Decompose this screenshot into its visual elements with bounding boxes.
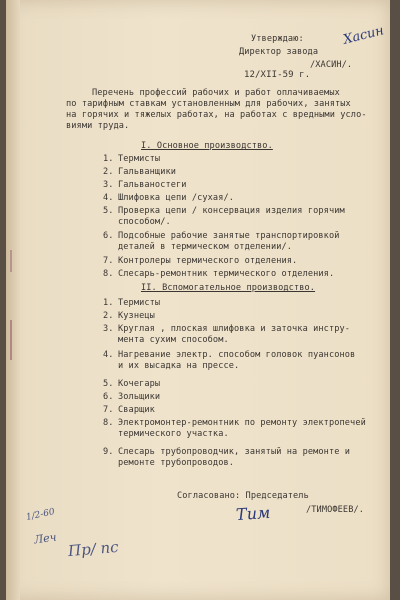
list-item-number: 6. — [103, 392, 114, 402]
list-item-text: Круглая , плоская шлифовка и заточка инстру- — [118, 324, 351, 334]
list-item-text: Проверка цепи / консервация изделия горячим — [118, 206, 345, 216]
document-page — [6, 0, 390, 600]
intro-line: Перечень профессий рабочих и работ оплачиваемых — [92, 88, 340, 98]
list-item-text: способом/. — [118, 217, 171, 227]
list-item-number: 5. — [103, 379, 114, 389]
list-item-text: Термисты — [118, 154, 161, 164]
section1-heading: I. Основное производство. — [141, 141, 273, 151]
approval-date: 12/XII-59 г. — [244, 70, 311, 80]
list-item-text: ремонте трубопроводов. — [118, 458, 235, 468]
approval-label: Утверждаю: — [251, 34, 304, 44]
list-item-number: 6. — [103, 231, 114, 241]
list-item-number: 9. — [103, 447, 114, 457]
margin-note: Леч — [33, 530, 58, 547]
margin-mark — [10, 250, 22, 272]
list-item-number: 2. — [103, 167, 114, 177]
list-item-text: Термисты — [118, 298, 161, 308]
list-item-number: 7. — [103, 405, 114, 415]
list-item-text: термического участка. — [118, 429, 229, 439]
list-item-number: 8. — [103, 418, 114, 428]
list-item-text: Кузнецы — [118, 311, 155, 321]
list-item-number: 1. — [103, 298, 114, 308]
list-item-number: 2. — [103, 311, 114, 321]
margin-mark — [10, 320, 24, 360]
approval-name: /ХАСИН/. — [310, 60, 353, 70]
intro-line: виями труда. — [66, 121, 130, 131]
list-item-text: Электромонтер-ремонтник по ремонту электропечей — [118, 418, 366, 428]
approval-position — [239, 47, 318, 58]
list-item-text: мента сухим способом. — [118, 335, 229, 345]
list-item-text: Подсобные рабочие занятые транспортировкой — [118, 231, 340, 241]
list-item-number: 3. — [103, 180, 114, 190]
list-item-number: 5. — [103, 206, 114, 216]
approval-position-text: Директор завода — [239, 47, 319, 57]
chairman-signature: Тим — [235, 502, 271, 525]
list-item-text: Шлифовка цепи /сухая/. — [118, 193, 235, 203]
list-item-number: 3. — [103, 324, 114, 334]
margin-note: 1/2-60 — [25, 507, 56, 523]
list-item-text: Контролеры термического отделения. — [118, 256, 298, 266]
list-item-text: Зольщики — [118, 392, 161, 402]
list-item-number: 1. — [103, 154, 114, 164]
list-item-number: 7. — [103, 256, 114, 266]
page-binding-edge — [6, 0, 20, 600]
director-signature: Хасин — [341, 23, 386, 48]
list-item-number: 8. — [103, 269, 114, 279]
list-item-text: Кочегары — [118, 379, 161, 389]
list-item-text: Сварщик — [118, 405, 155, 415]
section2-heading: II. Вспомогательное производство. — [141, 283, 316, 293]
signature-name: /ТИМОФЕЕВ/. — [306, 505, 365, 515]
list-item-number: 4. — [103, 193, 114, 203]
list-item-text: Нагревание электр. способом головок пуансонов — [118, 350, 356, 360]
list-item-text: Гальванщики — [118, 167, 177, 177]
list-item-text: деталей в термическом отделении/. — [118, 242, 293, 252]
list-item-text: Слесарь трубопроводчик, занятый на ремонте и — [118, 447, 351, 457]
list-item-text: Слесарь-ремонтник термического отделения. — [118, 269, 335, 279]
intro-line: на горячих и тяжелых работах, на работах с вредными усло- — [66, 110, 367, 120]
margin-note: Пр/ пс — [67, 537, 120, 561]
list-item-text: Гальваностеги — [118, 180, 187, 190]
intro-line: по тарифным ставкам установленным для рабочих, занятых — [66, 99, 351, 109]
signature-label: Согласовано: Председатель — [177, 491, 309, 501]
list-item-text: и их высадка на прессе. — [118, 361, 240, 371]
list-item-number: 4. — [103, 350, 114, 360]
